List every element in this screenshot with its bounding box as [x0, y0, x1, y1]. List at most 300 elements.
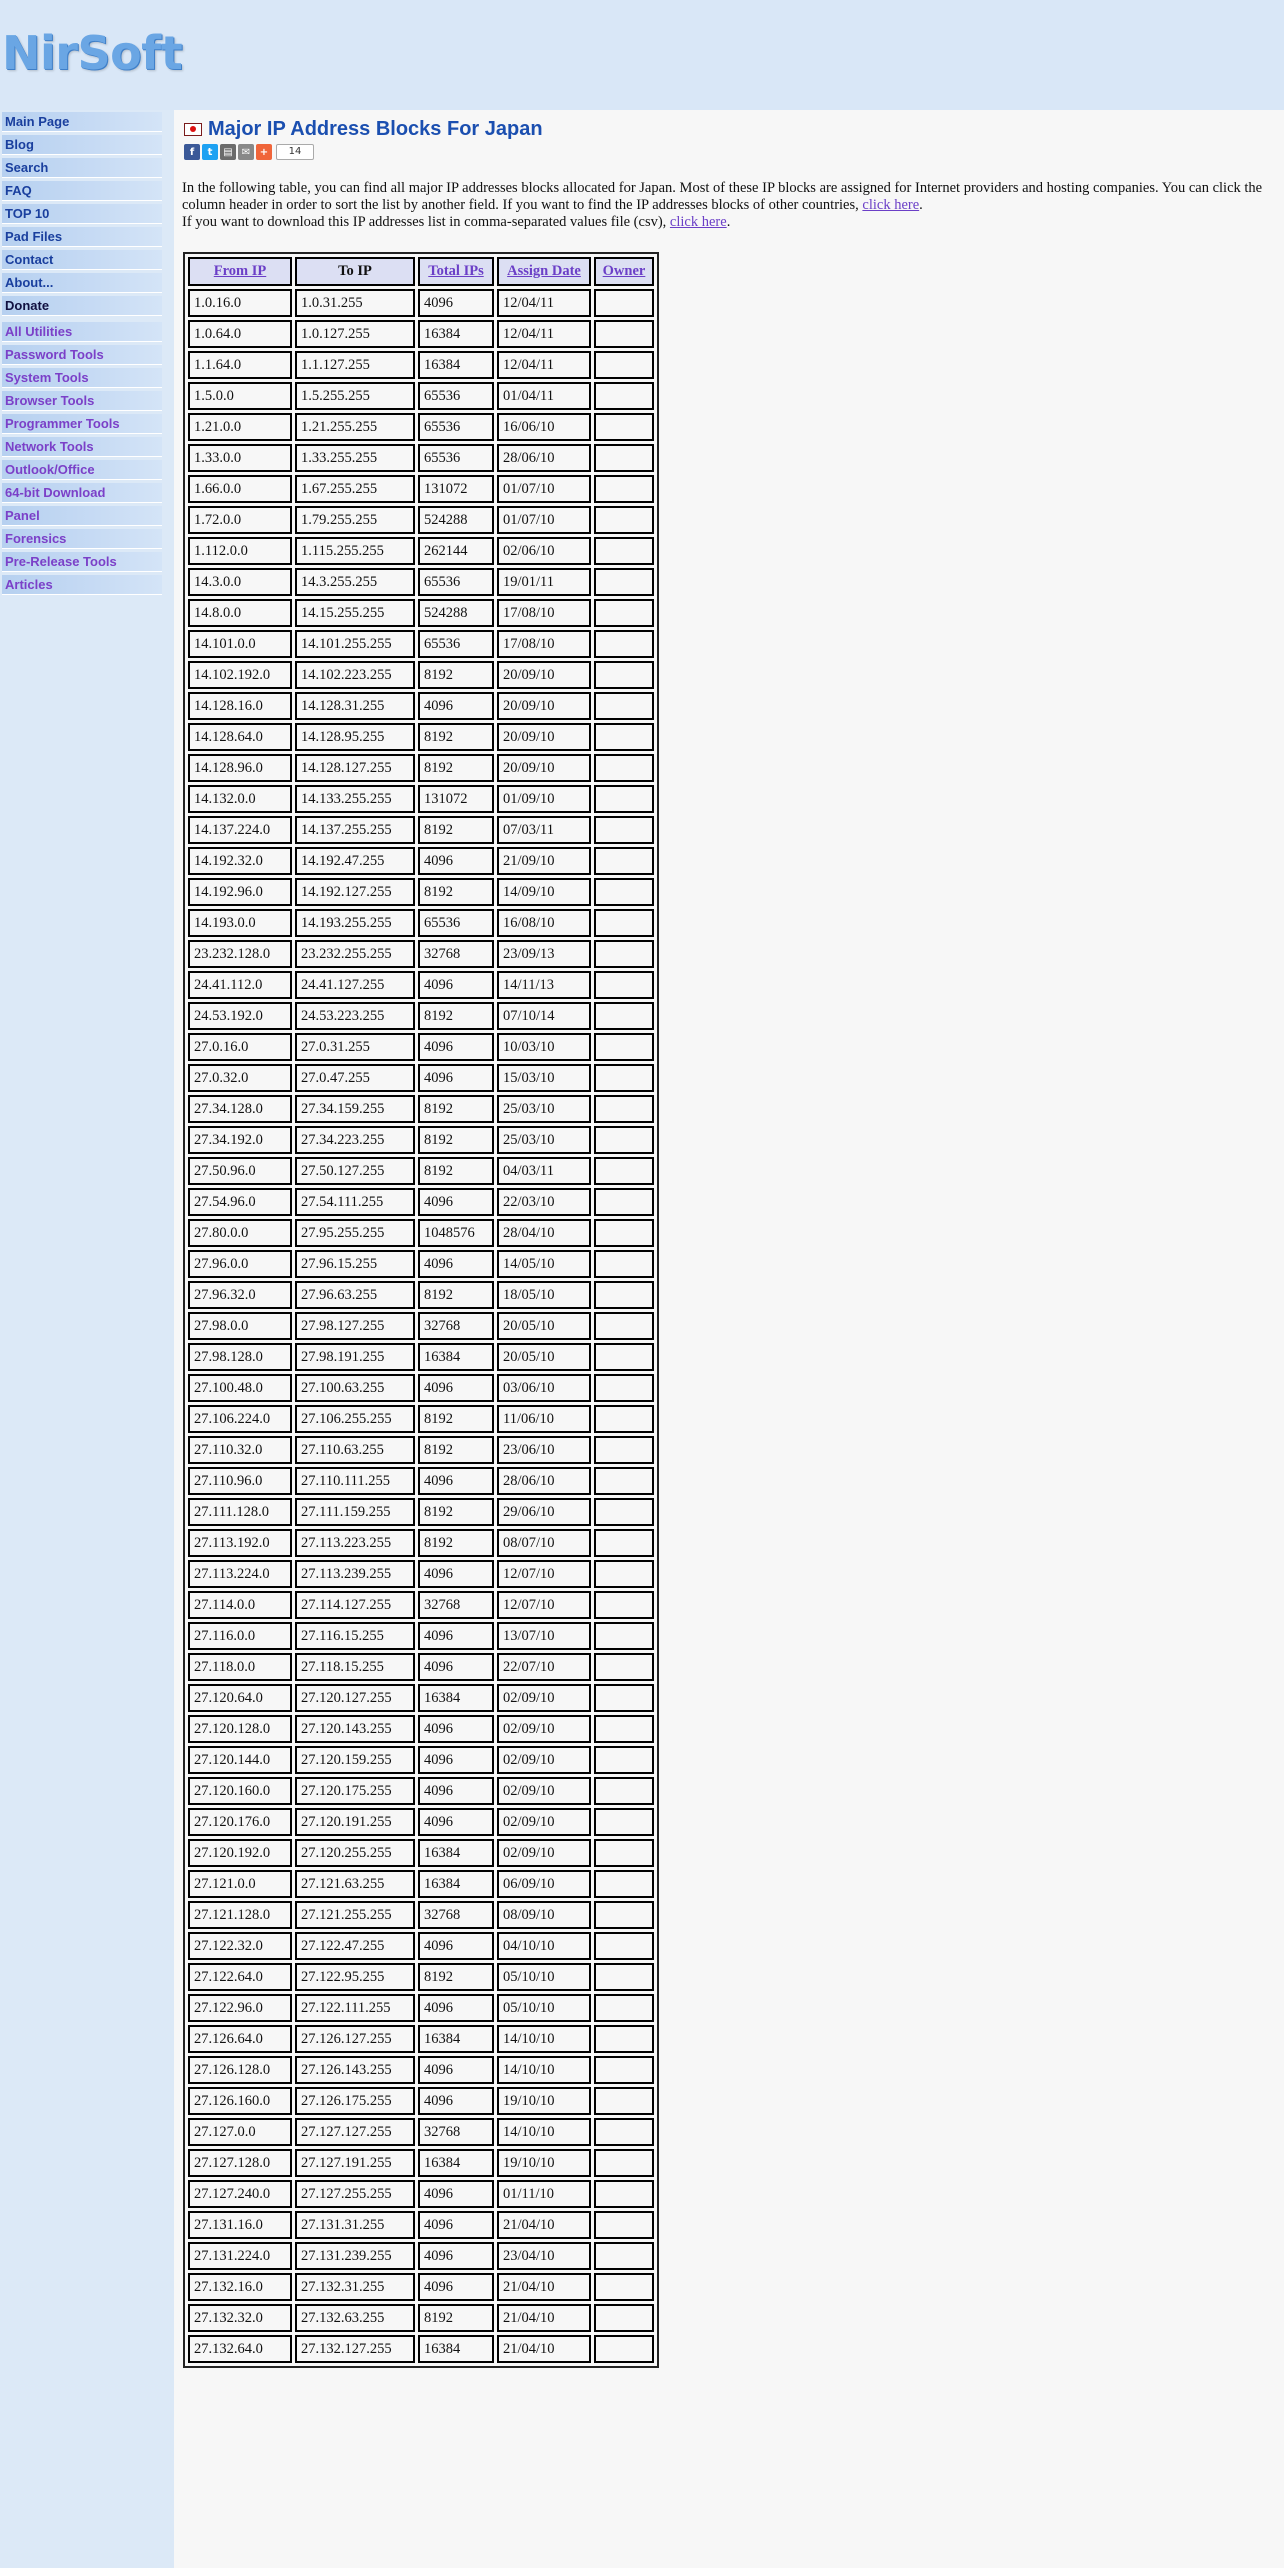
- table-row: [188, 723, 654, 751]
- cell-from-ip: 27.96.0.0: [188, 1250, 292, 1278]
- cell-from-ip: 1.33.0.0: [188, 444, 292, 472]
- cell-owner: [594, 1312, 654, 1340]
- cell-total-ips: 4096: [418, 1622, 494, 1650]
- cell-assign-date: 28/04/10: [497, 1219, 591, 1247]
- table-row: [188, 2118, 654, 2146]
- cell-owner: [594, 1002, 654, 1030]
- cell-owner: [594, 2242, 654, 2270]
- cell-total-ips: 1048576: [418, 1219, 494, 1247]
- cell-assign-date: 20/05/10: [497, 1312, 591, 1340]
- cell-total-ips: 32768: [418, 940, 494, 968]
- table-row: [188, 1560, 654, 1588]
- cell-assign-date: 18/05/10: [497, 1281, 591, 1309]
- table-row: [188, 1498, 654, 1526]
- cell-assign-date: 23/09/13: [497, 940, 591, 968]
- cell-from-ip: 1.21.0.0: [188, 413, 292, 441]
- cell-to-ip: 1.0.31.255: [295, 289, 415, 317]
- cell-owner: [594, 1529, 654, 1557]
- cell-assign-date: 21/04/10: [497, 2304, 591, 2332]
- cell-to-ip: 27.54.111.255: [295, 1188, 415, 1216]
- cell-to-ip: 27.118.15.255: [295, 1653, 415, 1681]
- sidebar-item-panel[interactable]: Panel: [2, 506, 162, 526]
- cell-assign-date: 01/07/10: [497, 475, 591, 503]
- table-row: [188, 940, 654, 968]
- sort-assign-date-link[interactable]: Assign Date: [507, 263, 581, 279]
- sidebar-item-64-bit-download[interactable]: 64-bit Download: [2, 483, 162, 503]
- table-row: [188, 2273, 654, 2301]
- cell-from-ip: 14.128.96.0: [188, 754, 292, 782]
- cell-assign-date: 01/09/10: [497, 785, 591, 813]
- cell-from-ip: 27.127.240.0: [188, 2180, 292, 2208]
- cell-to-ip: 27.100.63.255: [295, 1374, 415, 1402]
- cell-to-ip: 27.113.223.255: [295, 1529, 415, 1557]
- cell-assign-date: 04/10/10: [497, 1932, 591, 1960]
- cell-from-ip: 27.131.16.0: [188, 2211, 292, 2239]
- cell-total-ips: 8192: [418, 1498, 494, 1526]
- cell-to-ip: 27.131.31.255: [295, 2211, 415, 2239]
- cell-total-ips: 4096: [418, 2087, 494, 2115]
- table-row: [188, 1064, 654, 1092]
- cell-total-ips: 131072: [418, 475, 494, 503]
- cell-to-ip: 14.102.223.255: [295, 661, 415, 689]
- cell-total-ips: 16384: [418, 1870, 494, 1898]
- cell-assign-date: 11/06/10: [497, 1405, 591, 1433]
- cell-owner: [594, 1963, 654, 1991]
- table-row: [188, 1126, 654, 1154]
- cell-to-ip: 27.120.255.255: [295, 1839, 415, 1867]
- table-row: [188, 1684, 654, 1712]
- cell-total-ips: 8192: [418, 1126, 494, 1154]
- table-row: [188, 1436, 654, 1464]
- cell-owner: [594, 661, 654, 689]
- table-row: [188, 1529, 654, 1557]
- cell-from-ip: 1.66.0.0: [188, 475, 292, 503]
- intro-paragraph-1: In the following table, you can find all major IP addresses blocks allocated for Japan. Most of these IP blocks are assigned for Internet providers and hosting companies. You can click the column header in order to sort the list by another field. If you want to find the IP addresses blocks of other countries,: [182, 180, 1263, 213]
- table-row: [188, 1095, 654, 1123]
- cell-assign-date: 03/06/10: [497, 1374, 591, 1402]
- cell-assign-date: 16/08/10: [497, 909, 591, 937]
- cell-owner: [594, 1498, 654, 1526]
- cell-total-ips: 8192: [418, 2304, 494, 2332]
- table-row: [188, 1715, 654, 1743]
- cell-from-ip: 27.98.128.0: [188, 1343, 292, 1371]
- cell-from-ip: 27.34.192.0: [188, 1126, 292, 1154]
- col-header-owner[interactable]: [594, 257, 654, 286]
- cell-assign-date: 02/09/10: [497, 1808, 591, 1836]
- cell-owner: [594, 1591, 654, 1619]
- cell-to-ip: 27.122.47.255: [295, 1932, 415, 1960]
- cell-total-ips: 16384: [418, 2025, 494, 2053]
- cell-owner: [594, 2211, 654, 2239]
- cell-assign-date: 01/04/11: [497, 382, 591, 410]
- cell-owner: [594, 1219, 654, 1247]
- cell-owner: [594, 1467, 654, 1495]
- cell-total-ips: 16384: [418, 1343, 494, 1371]
- cell-assign-date: 20/09/10: [497, 723, 591, 751]
- cell-owner: [594, 1374, 654, 1402]
- cell-to-ip: 27.0.47.255: [295, 1064, 415, 1092]
- cell-assign-date: 02/09/10: [497, 1684, 591, 1712]
- cell-to-ip: 27.111.159.255: [295, 1498, 415, 1526]
- cell-from-ip: 27.122.32.0: [188, 1932, 292, 1960]
- cell-to-ip: 27.126.143.255: [295, 2056, 415, 2084]
- cell-owner: [594, 1343, 654, 1371]
- table-row: [188, 2087, 654, 2115]
- sidebar-item-pre-release-tools[interactable]: Pre-Release Tools: [2, 552, 162, 572]
- cell-assign-date: 28/06/10: [497, 1467, 591, 1495]
- cell-from-ip: 27.110.96.0: [188, 1467, 292, 1495]
- cell-to-ip: 27.127.255.255: [295, 2180, 415, 2208]
- cell-to-ip: 27.95.255.255: [295, 1219, 415, 1247]
- sort-total-ips-link[interactable]: Total IPs: [428, 263, 484, 279]
- table-header-row: [188, 257, 654, 286]
- cell-owner: [594, 878, 654, 906]
- col-header-to-ip: To IP: [295, 257, 415, 286]
- plus-icon[interactable]: +: [256, 144, 272, 160]
- cell-owner: [594, 1777, 654, 1805]
- cell-to-ip: 1.0.127.255: [295, 320, 415, 348]
- sidebar-item-password-tools[interactable]: Password Tools: [2, 345, 162, 365]
- cell-owner: [594, 568, 654, 596]
- cell-owner: [594, 2304, 654, 2332]
- cell-to-ip: 23.232.255.255: [295, 940, 415, 968]
- cell-assign-date: 02/09/10: [497, 1715, 591, 1743]
- cell-total-ips: 262144: [418, 537, 494, 565]
- sidebar-item-search[interactable]: Search: [2, 158, 162, 178]
- cell-assign-date: 05/10/10: [497, 1994, 591, 2022]
- cell-owner: [594, 2335, 654, 2363]
- cell-assign-date: 22/07/10: [497, 1653, 591, 1681]
- cell-owner: [594, 1250, 654, 1278]
- cell-from-ip: 27.122.96.0: [188, 1994, 292, 2022]
- email-icon[interactable]: ✉: [238, 144, 254, 160]
- sidebar-item-programmer-tools[interactable]: Programmer Tools: [2, 414, 162, 434]
- intro-period-1: .: [919, 197, 923, 213]
- cell-total-ips: 4096: [418, 1374, 494, 1402]
- cell-assign-date: 02/09/10: [497, 1746, 591, 1774]
- sidebar-item-faq[interactable]: FAQ: [2, 181, 162, 201]
- sort-owner-link[interactable]: Owner: [602, 263, 646, 279]
- cell-to-ip: 27.0.31.255: [295, 1033, 415, 1061]
- cell-total-ips: 65536: [418, 909, 494, 937]
- cell-total-ips: 8192: [418, 1002, 494, 1030]
- cell-to-ip: 27.34.159.255: [295, 1095, 415, 1123]
- table-row: [188, 1622, 654, 1650]
- cell-owner: [594, 1715, 654, 1743]
- cell-assign-date: 20/05/10: [497, 1343, 591, 1371]
- cell-owner: [594, 1281, 654, 1309]
- cell-assign-date: 16/06/10: [497, 413, 591, 441]
- share-count-badge: 14: [276, 144, 314, 160]
- table-row: [188, 1963, 654, 1991]
- cell-total-ips: 8192: [418, 1095, 494, 1123]
- share-toolbar: [184, 144, 314, 160]
- cell-to-ip: 27.127.191.255: [295, 2149, 415, 2177]
- cell-from-ip: 27.54.96.0: [188, 1188, 292, 1216]
- cell-owner: [594, 847, 654, 875]
- cell-assign-date: 13/07/10: [497, 1622, 591, 1650]
- cell-total-ips: 4096: [418, 1746, 494, 1774]
- cell-from-ip: 27.0.16.0: [188, 1033, 292, 1061]
- facebook-icon[interactable]: f: [184, 144, 200, 160]
- table-row: [188, 1746, 654, 1774]
- cell-assign-date: 20/09/10: [497, 692, 591, 720]
- table-row: [188, 444, 654, 472]
- cell-from-ip: 27.0.32.0: [188, 1064, 292, 1092]
- cell-total-ips: 4096: [418, 1560, 494, 1588]
- main-content: [174, 110, 1284, 2568]
- cell-from-ip: 27.110.32.0: [188, 1436, 292, 1464]
- cell-assign-date: 23/06/10: [497, 1436, 591, 1464]
- cell-assign-date: 01/11/10: [497, 2180, 591, 2208]
- cell-to-ip: 27.122.111.255: [295, 1994, 415, 2022]
- cell-owner: [594, 444, 654, 472]
- cell-owner: [594, 289, 654, 317]
- cell-to-ip: 27.121.63.255: [295, 1870, 415, 1898]
- sidebar-item-pad-files[interactable]: Pad Files: [2, 227, 162, 247]
- cell-assign-date: 07/10/14: [497, 1002, 591, 1030]
- table-row: [188, 1002, 654, 1030]
- cell-from-ip: 27.126.160.0: [188, 2087, 292, 2115]
- cell-to-ip: 1.115.255.255: [295, 537, 415, 565]
- download-csv-link[interactable]: click here: [669, 214, 727, 230]
- cell-owner: [594, 1808, 654, 1836]
- cell-total-ips: 32768: [418, 1312, 494, 1340]
- cell-to-ip: 27.132.31.255: [295, 2273, 415, 2301]
- cell-from-ip: 27.126.128.0: [188, 2056, 292, 2084]
- cell-to-ip: 27.122.95.255: [295, 1963, 415, 1991]
- cell-from-ip: 27.111.128.0: [188, 1498, 292, 1526]
- cell-to-ip: 27.106.255.255: [295, 1405, 415, 1433]
- cell-owner: [594, 1560, 654, 1588]
- cell-total-ips: 16384: [418, 320, 494, 348]
- cell-owner: [594, 2149, 654, 2177]
- table-row: [188, 1219, 654, 1247]
- cell-owner: [594, 785, 654, 813]
- table-row: [188, 1932, 654, 1960]
- sidebar-item-blog[interactable]: Blog: [2, 135, 162, 155]
- sidebar-item-outlook-office[interactable]: Outlook/Office: [2, 460, 162, 480]
- cell-assign-date: 07/03/11: [497, 816, 591, 844]
- table-row: [188, 413, 654, 441]
- sidebar-item-all-utilities[interactable]: All Utilities: [2, 322, 162, 342]
- cell-assign-date: 14/10/10: [497, 2056, 591, 2084]
- cell-total-ips: 8192: [418, 1405, 494, 1433]
- cell-owner: [594, 1157, 654, 1185]
- cell-owner: [594, 2025, 654, 2053]
- cell-total-ips: 8192: [418, 1157, 494, 1185]
- sidebar-item-contact[interactable]: Contact: [2, 250, 162, 270]
- cell-assign-date: 19/10/10: [497, 2149, 591, 2177]
- cell-assign-date: 14/05/10: [497, 1250, 591, 1278]
- cell-total-ips: 4096: [418, 1932, 494, 1960]
- sidebar-item-system-tools[interactable]: System Tools: [2, 368, 162, 388]
- cell-from-ip: 27.132.64.0: [188, 2335, 292, 2363]
- cell-from-ip: 27.113.224.0: [188, 1560, 292, 1588]
- cell-from-ip: 27.120.64.0: [188, 1684, 292, 1712]
- sidebar-item-main-page[interactable]: Main Page: [2, 112, 162, 132]
- cell-to-ip: 27.121.255.255: [295, 1901, 415, 1929]
- cell-from-ip: 27.127.0.0: [188, 2118, 292, 2146]
- cell-assign-date: 23/04/10: [497, 2242, 591, 2270]
- cell-assign-date: 17/08/10: [497, 599, 591, 627]
- sidebar-item-articles[interactable]: Articles: [2, 575, 162, 595]
- cell-to-ip: 1.33.255.255: [295, 444, 415, 472]
- page-title: Major IP Address Blocks For Japan: [208, 118, 543, 140]
- cell-assign-date: 12/04/11: [497, 351, 591, 379]
- cell-from-ip: 27.120.144.0: [188, 1746, 292, 1774]
- cell-total-ips: 4096: [418, 1250, 494, 1278]
- cell-to-ip: 14.128.31.255: [295, 692, 415, 720]
- cell-owner: [594, 971, 654, 999]
- cell-owner: [594, 2273, 654, 2301]
- cell-owner: [594, 1436, 654, 1464]
- cell-from-ip: 14.128.64.0: [188, 723, 292, 751]
- table-row: [188, 1467, 654, 1495]
- table-row: [188, 568, 654, 596]
- cell-owner: [594, 1901, 654, 1929]
- cell-total-ips: 4096: [418, 847, 494, 875]
- cell-from-ip: 27.114.0.0: [188, 1591, 292, 1619]
- sidebar-item-top-10[interactable]: TOP 10: [2, 204, 162, 224]
- cell-total-ips: 16384: [418, 1839, 494, 1867]
- cell-to-ip: 27.116.15.255: [295, 1622, 415, 1650]
- cell-from-ip: 27.50.96.0: [188, 1157, 292, 1185]
- cell-to-ip: 14.128.95.255: [295, 723, 415, 751]
- cell-owner: [594, 909, 654, 937]
- cell-owner: [594, 816, 654, 844]
- twitter-icon[interactable]: t: [202, 144, 218, 160]
- sort-from-ip-link[interactable]: From IP: [213, 263, 267, 279]
- table-row: [188, 1839, 654, 1867]
- cell-from-ip: 27.122.64.0: [188, 1963, 292, 1991]
- intro-text: [182, 180, 1274, 231]
- intro-period-2: .: [726, 214, 731, 230]
- cell-to-ip: 27.96.63.255: [295, 1281, 415, 1309]
- table-row: [188, 2242, 654, 2270]
- table-row: [188, 909, 654, 937]
- cell-total-ips: 4096: [418, 692, 494, 720]
- cell-owner: [594, 1932, 654, 1960]
- cell-to-ip: 27.132.127.255: [295, 2335, 415, 2363]
- sidebar-item-donate[interactable]: Donate: [2, 296, 162, 316]
- sidebar-item-browser-tools[interactable]: Browser Tools: [2, 391, 162, 411]
- cell-from-ip: 27.127.128.0: [188, 2149, 292, 2177]
- cell-owner: [594, 599, 654, 627]
- cell-from-ip: 14.101.0.0: [188, 630, 292, 658]
- cell-to-ip: 14.133.255.255: [295, 785, 415, 813]
- col-header-assign-date[interactable]: [497, 257, 591, 286]
- cell-from-ip: 27.80.0.0: [188, 1219, 292, 1247]
- table-row: [188, 1312, 654, 1340]
- cell-from-ip: 14.102.192.0: [188, 661, 292, 689]
- cell-owner: [594, 1188, 654, 1216]
- table-row: [188, 2025, 654, 2053]
- col-header-total-ips[interactable]: [418, 257, 494, 286]
- cell-assign-date: 17/08/10: [497, 630, 591, 658]
- cell-to-ip: 14.193.255.255: [295, 909, 415, 937]
- cell-total-ips: 32768: [418, 1901, 494, 1929]
- cell-to-ip: 27.126.127.255: [295, 2025, 415, 2053]
- cell-to-ip: 27.50.127.255: [295, 1157, 415, 1185]
- cell-from-ip: 1.0.16.0: [188, 289, 292, 317]
- cell-owner: [594, 1870, 654, 1898]
- sidebar-item-network-tools[interactable]: Network Tools: [2, 437, 162, 457]
- cell-owner: [594, 1653, 654, 1681]
- cell-assign-date: 12/07/10: [497, 1591, 591, 1619]
- col-header-from-ip[interactable]: [188, 257, 292, 286]
- cell-from-ip: 27.106.224.0: [188, 1405, 292, 1433]
- cell-total-ips: 16384: [418, 2149, 494, 2177]
- table-row: [188, 506, 654, 534]
- nirsoft-logo[interactable]: NirSoft: [2, 26, 183, 80]
- cell-total-ips: 16384: [418, 351, 494, 379]
- cell-from-ip: 14.192.96.0: [188, 878, 292, 906]
- cell-to-ip: 14.128.127.255: [295, 754, 415, 782]
- cell-assign-date: 21/09/10: [497, 847, 591, 875]
- cell-to-ip: 27.132.63.255: [295, 2304, 415, 2332]
- cell-owner: [594, 1839, 654, 1867]
- cell-owner: [594, 413, 654, 441]
- table-row: [188, 754, 654, 782]
- cell-total-ips: 8192: [418, 878, 494, 906]
- cell-total-ips: 4096: [418, 2180, 494, 2208]
- cell-to-ip: 24.41.127.255: [295, 971, 415, 999]
- cell-assign-date: 28/06/10: [497, 444, 591, 472]
- cell-total-ips: 524288: [418, 599, 494, 627]
- cell-to-ip: 27.114.127.255: [295, 1591, 415, 1619]
- sidebar-item-about[interactable]: About...: [2, 273, 162, 293]
- cell-to-ip: 27.126.175.255: [295, 2087, 415, 2115]
- table-row: [188, 320, 654, 348]
- cell-total-ips: 65536: [418, 630, 494, 658]
- cell-to-ip: 14.3.255.255: [295, 568, 415, 596]
- cell-to-ip: 27.120.175.255: [295, 1777, 415, 1805]
- ip-table-wrapper: [183, 252, 659, 2368]
- table-row: [188, 2304, 654, 2332]
- cell-total-ips: 8192: [418, 1281, 494, 1309]
- table-row: [188, 692, 654, 720]
- cell-to-ip: 14.15.255.255: [295, 599, 415, 627]
- cell-to-ip: 27.34.223.255: [295, 1126, 415, 1154]
- cell-total-ips: 8192: [418, 1436, 494, 1464]
- cell-assign-date: 01/07/10: [497, 506, 591, 534]
- cell-from-ip: 1.5.0.0: [188, 382, 292, 410]
- cell-to-ip: 14.192.127.255: [295, 878, 415, 906]
- cell-total-ips: 65536: [418, 413, 494, 441]
- cell-assign-date: 14/09/10: [497, 878, 591, 906]
- table-row: [188, 878, 654, 906]
- cell-owner: [594, 754, 654, 782]
- cell-assign-date: 06/09/10: [497, 1870, 591, 1898]
- cell-assign-date: 02/09/10: [497, 1839, 591, 1867]
- cell-total-ips: 4096: [418, 1994, 494, 2022]
- table-row: [188, 1405, 654, 1433]
- cell-to-ip: 27.127.127.255: [295, 2118, 415, 2146]
- sidebar-item-forensics[interactable]: Forensics: [2, 529, 162, 549]
- table-row: [188, 785, 654, 813]
- cell-total-ips: 32768: [418, 2118, 494, 2146]
- cell-from-ip: 14.128.16.0: [188, 692, 292, 720]
- cell-assign-date: 21/04/10: [497, 2335, 591, 2363]
- table-row: [188, 537, 654, 565]
- other-countries-link[interactable]: click here: [862, 197, 920, 213]
- cell-owner: [594, 2056, 654, 2084]
- print-icon[interactable]: ▤: [220, 144, 236, 160]
- table-row: [188, 475, 654, 503]
- cell-from-ip: 14.192.32.0: [188, 847, 292, 875]
- cell-assign-date: 21/04/10: [497, 2273, 591, 2301]
